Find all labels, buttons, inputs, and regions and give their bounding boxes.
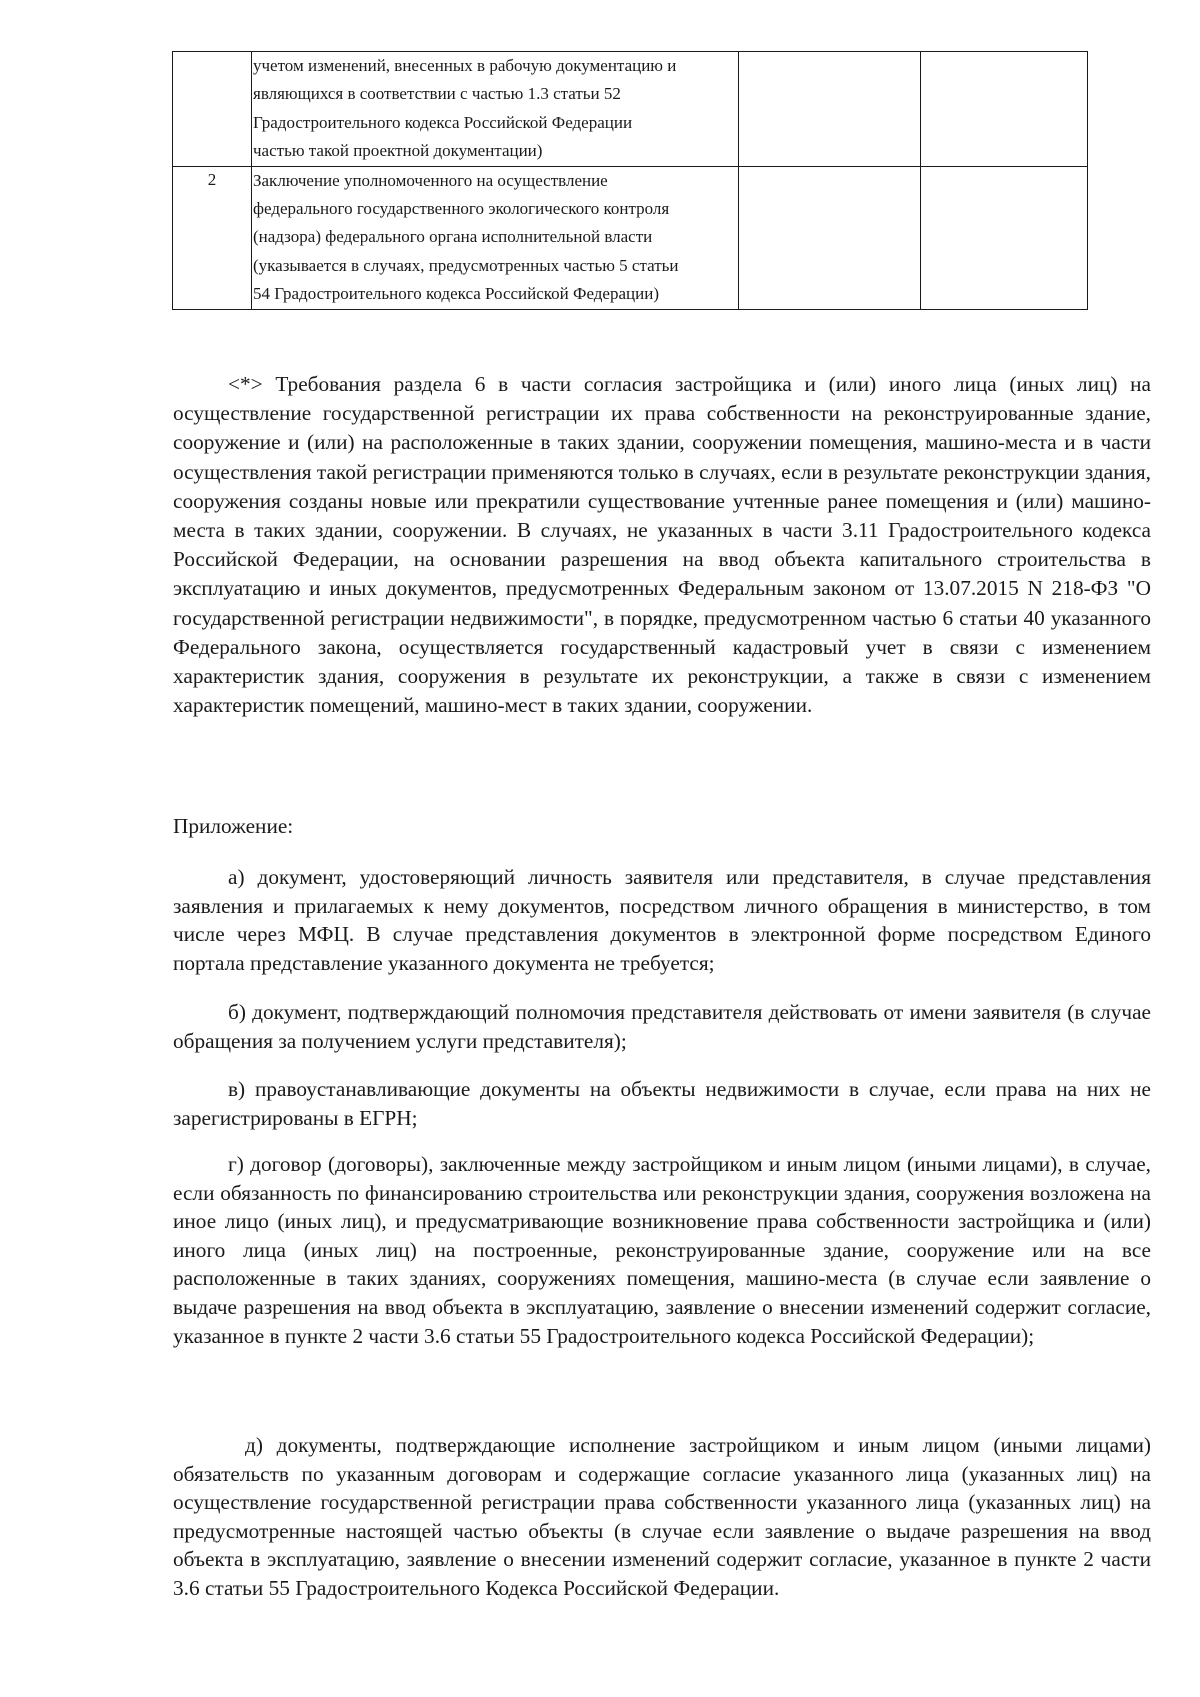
table-row: [173, 166, 1088, 309]
attachment-item-g: г) договор (договоры), заключенные между застройщиком и иным лицом (иными лицами), в случае, если обязанность по финансированию строительства или реконструкции здания, сооружения возложена на иное лицо (иных лиц), и предусматривающие возникновение права собственности застройщика и (или) иного лица (иных лиц) на построенные, реконструированные здание, сооружение или на все расположенные в таких зданиях, сооружениях помещения, машино-места (в случае если заявление о выдаче разрешения на ввод объекта в эксплуатацию, заявление о внесении изменений содержит согласие, указанное в пункте 2 части 3.6 статьи 55 Градостроительного кодекса Российской Федерации);: [173, 1152, 1151, 1348]
row-name-line: Заключение уполномоченного на осуществление: [253, 170, 608, 190]
row-name-line: (надзора) федерального органа исполнительной власти: [253, 227, 653, 247]
row-col3-cell: [739, 52, 921, 167]
attachment-item-b: б) документ, подтверждающий полномочия представителя действовать от имени заявителя (в случае обращения за получением услуги представителя);: [173, 1000, 1151, 1053]
attachments-heading: Приложение:: [173, 814, 294, 838]
row-name-line: (указывается в случаях, предусмотренных частью 5 статьи: [253, 255, 679, 275]
table-row: [173, 52, 1088, 167]
row-name-line: 54 Градостроительного кодекса Российской Федерации): [253, 284, 659, 304]
footnote-paragraph: <*> Требования раздела 6 в части согласия застройщика и (или) иного лица (иных лиц) на осуществление государственной регистрации их права собственности на реконструированные здание, сооружение и (или) на расположенные в таких здании, сооружении помещения, машино-места и в части осуществления такой регистрации применяются только в случаях, если в результате реконструкции здания, сооружения созданы новые или прекратили существование учтенные ранее помещения и (или) машино-места в таких здании, сооружении. В случаях, не указанных в части 3.11 Градостроительного кодекса Российской Федерации, на основании разрешения на ввод объекта капитального строительства в эксплуатацию и иных документов, предусмотренных Федеральным законом от 13.07.2015 N 218-ФЗ "О государственной регистрации недвижимости", в порядке, предусмотренном частью 6 статьи 40 указанного Федерального закона, осуществляется государственный кадастровый учет в связи с изменением характеристик здания, сооружения в результате их реконструкции, а также в связи с изменением характеристик помещений, машино-мест в таких здании, сооружении.: [173, 372, 1151, 718]
row-number-cell: 2: [173, 166, 252, 309]
row-name-line: учетом изменений, внесенных в рабочую документацию и: [253, 56, 677, 75]
row-col3-cell: [739, 166, 921, 309]
row-name-line: являющихся в соответствии с частью 1.3 статьи 52: [253, 84, 621, 104]
attachment-item-d: д) документы, подтверждающие исполнение застройщиком и иным лицом (иными лицами) обязательств по указанным договорам и содержащие согласие указанного лица (указанных лиц) на осуществление государственной регистрации права собственности указанного лица (указанных лиц) на предусмотренные настоящей частью объекты (в случае если заявление о выдаче разрешения на ввод объекта в эксплуатацию, заявление о внесении изменений содержит согласие, указанное в пункте 2 части 3.6 статьи 55 Градостроительного Кодекса Российской Федерации.: [173, 1433, 1151, 1600]
attachment-item-v: в) правоустанавливающие документы на объекты недвижимости в случае, если права на них не зарегистрированы в ЕГРН;: [173, 1077, 1151, 1130]
row-name-cell: [252, 166, 739, 309]
attachment-item-a: а) документ, удостоверяющий личность заявителя или представителя, в случае представления заявления и прилагаемых к нему документов, посредством личного обращения в министерство, в том числе через МФЦ. В случае представления документов в электронной форме посредством Единого портала представление указанного документа не требуется;: [173, 865, 1151, 975]
row-name-line: частью такой проектной документации): [253, 141, 543, 161]
row-name-cell: [252, 52, 739, 167]
row-name-line: федерального государственного экологического контроля: [253, 199, 670, 219]
row-name-line: Градостроительного кодекса Российской Федерации: [253, 112, 633, 132]
row-col4-cell: [921, 52, 1088, 167]
row-number-cell: [173, 52, 252, 167]
row-col4-cell: [921, 166, 1088, 309]
documents-table: [172, 51, 1088, 310]
